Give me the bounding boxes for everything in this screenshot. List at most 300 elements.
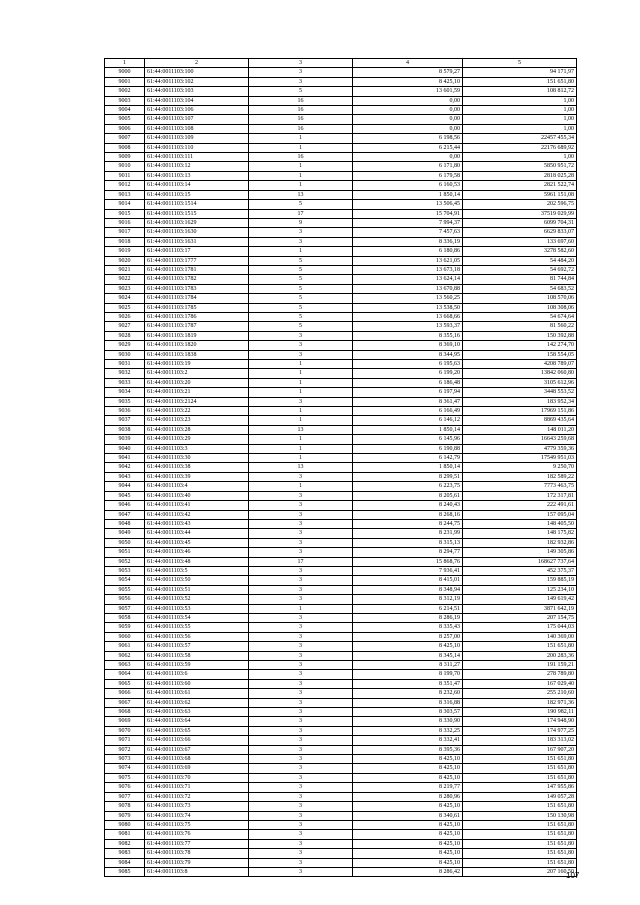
cadastral-number-cell: 61:44:0011103:73 (145, 802, 249, 811)
group-cell: 3 (249, 679, 353, 688)
table-row (105, 265, 577, 274)
group-cell: 13 (249, 425, 353, 434)
specific-value-cell: 0,00 (353, 115, 463, 124)
cadastral-value-cell: 108 570,06 (463, 294, 577, 303)
row-number-cell: 9058 (105, 613, 145, 622)
cadastral-number-cell: 61:44:0011103:41 (145, 501, 249, 510)
row-number-cell: 9011 (105, 171, 145, 180)
cadastral-value-cell: 278 789,80 (463, 670, 577, 679)
row-number-cell: 9075 (105, 773, 145, 782)
specific-value-cell: 8 299,51 (353, 472, 463, 481)
cadastral-number-cell: 61:44:0011103:62 (145, 698, 249, 707)
specific-value-cell: 13 668,66 (353, 312, 463, 321)
table-row (105, 68, 577, 77)
cadastral-value-cell: 151 651,80 (463, 849, 577, 858)
cadastral-number-cell: 61:44:0011103:100 (145, 68, 249, 77)
page-number: 107 (566, 871, 580, 880)
table-row (105, 472, 577, 481)
row-number-cell: 9027 (105, 322, 145, 331)
group-cell: 3 (249, 708, 353, 717)
group-cell: 1 (249, 388, 353, 397)
specific-value-cell: 8 369,10 (353, 341, 463, 350)
row-number-cell: 9068 (105, 708, 145, 717)
cadastral-number-cell: 61:44:0011103:44 (145, 529, 249, 538)
specific-value-cell: 8 294,77 (353, 548, 463, 557)
cadastral-value-cell: 167 029,40 (463, 679, 577, 688)
row-number-cell: 9023 (105, 284, 145, 293)
cadastral-value-cell: 151 651,80 (463, 858, 577, 867)
cadastral-number-cell: 61:44:0011103:57 (145, 642, 249, 651)
cadastral-number-cell: 61:44:0011103:61 (145, 689, 249, 698)
group-cell: 3 (249, 745, 353, 754)
row-number-cell: 9028 (105, 331, 145, 340)
cadastral-number-cell: 61:44:0011103:110 (145, 143, 249, 152)
cadastral-number-cell: 61:44:0011103:74 (145, 811, 249, 820)
table-row (105, 416, 577, 425)
specific-value-cell: 8 315,13 (353, 538, 463, 547)
specific-value-cell: 6 179,58 (353, 171, 463, 180)
specific-value-cell: 8 344,95 (353, 350, 463, 359)
group-cell: 1 (249, 482, 353, 491)
row-number-cell: 9005 (105, 115, 145, 124)
specific-value-cell: 8 425,10 (353, 773, 463, 782)
group-cell: 5 (249, 284, 353, 293)
cadastral-value-cell: 4208 789,07 (463, 360, 577, 369)
row-number-cell: 9012 (105, 181, 145, 190)
cadastral-number-cell: 61:44:0011103:1630 (145, 228, 249, 237)
cadastral-number-cell: 61:44:0011103:21 (145, 388, 249, 397)
cadastral-number-cell: 61:44:0011103:72 (145, 792, 249, 801)
group-cell: 3 (249, 501, 353, 510)
table-row (105, 867, 577, 876)
header-col-3: 3 (249, 59, 353, 68)
table-row (105, 595, 577, 604)
row-number-cell: 9053 (105, 566, 145, 575)
cadastral-value-cell: 159 885,19 (463, 576, 577, 585)
row-number-cell: 9076 (105, 783, 145, 792)
cadastral-value-cell: 81 744,84 (463, 275, 577, 284)
group-cell: 3 (249, 613, 353, 622)
cadastral-number-cell: 61:44:0011103:17 (145, 247, 249, 256)
cadastral-value-cell: 207 160,50 (463, 867, 577, 876)
table-row (105, 858, 577, 867)
document-sheet (104, 58, 576, 877)
cadastral-number-cell: 61:44:0011103:69 (145, 764, 249, 773)
group-cell: 3 (249, 576, 353, 585)
row-number-cell: 9024 (105, 294, 145, 303)
group-cell: 3 (249, 670, 353, 679)
cadastral-number-cell: 61:44:0011103:45 (145, 538, 249, 547)
specific-value-cell: 7 936,41 (353, 566, 463, 575)
group-cell: 3 (249, 830, 353, 839)
group-cell: 3 (249, 585, 353, 594)
row-number-cell: 9006 (105, 124, 145, 133)
group-cell: 5 (249, 322, 353, 331)
cadastral-value-cell: 151 651,80 (463, 642, 577, 651)
row-number-cell: 9020 (105, 256, 145, 265)
table-row (105, 604, 577, 613)
row-number-cell: 9003 (105, 96, 145, 105)
group-cell: 3 (249, 858, 353, 867)
specific-value-cell: 8 425,10 (353, 849, 463, 858)
group-cell: 16 (249, 153, 353, 162)
table-row (105, 726, 577, 735)
specific-value-cell: 0,00 (353, 96, 463, 105)
group-cell: 3 (249, 548, 353, 557)
cadastral-number-cell: 61:44:0011103:30 (145, 454, 249, 463)
cadastral-value-cell: 172 317,81 (463, 491, 577, 500)
table-row (105, 360, 577, 369)
group-cell: 17 (249, 557, 353, 566)
table-row (105, 87, 577, 96)
group-cell: 16 (249, 115, 353, 124)
cadastral-value-cell: 125 234,10 (463, 585, 577, 594)
specific-value-cell: 0,00 (353, 124, 463, 133)
cadastral-number-cell: 61:44:0011103:70 (145, 773, 249, 782)
group-cell: 5 (249, 265, 353, 274)
row-number-cell: 9074 (105, 764, 145, 773)
cadastral-number-cell: 61:44:0011103:28 (145, 425, 249, 434)
row-number-cell: 9079 (105, 811, 145, 820)
table-row (105, 124, 577, 133)
table-row (105, 501, 577, 510)
specific-value-cell: 8 332,41 (353, 736, 463, 745)
row-number-cell: 9080 (105, 820, 145, 829)
specific-value-cell: 8 286,42 (353, 867, 463, 876)
cadastral-number-cell: 61:44:0011103:68 (145, 755, 249, 764)
cadastral-number-cell: 61:44:0011103:12 (145, 162, 249, 171)
specific-value-cell: 6 145,96 (353, 435, 463, 444)
table-row (105, 632, 577, 641)
cadastral-number-cell: 61:44:0011103:103 (145, 87, 249, 96)
row-number-cell: 9082 (105, 839, 145, 848)
group-cell: 3 (249, 849, 353, 858)
row-number-cell: 9021 (105, 265, 145, 274)
cadastral-number-cell: 61:44:0011103:65 (145, 726, 249, 735)
cadastral-number-cell: 61:44:0011103:55 (145, 623, 249, 632)
header-col-4: 4 (353, 59, 463, 68)
table-row (105, 755, 577, 764)
cadastral-number-cell: 61:44:0011103:14 (145, 181, 249, 190)
row-number-cell: 9039 (105, 435, 145, 444)
cadastral-value-cell: 54 484,20 (463, 256, 577, 265)
group-cell: 1 (249, 134, 353, 143)
row-number-cell: 9061 (105, 642, 145, 651)
table-row (105, 651, 577, 660)
cadastral-number-cell: 61:44:0011103:4 (145, 482, 249, 491)
table-row (105, 679, 577, 688)
row-number-cell: 9055 (105, 585, 145, 594)
group-cell: 3 (249, 867, 353, 876)
cadastral-value-cell: 1,00 (463, 153, 577, 162)
row-number-cell: 9034 (105, 388, 145, 397)
specific-value-cell: 6 197,94 (353, 388, 463, 397)
group-cell: 5 (249, 256, 353, 265)
row-number-cell: 9013 (105, 190, 145, 199)
cadastral-value-cell: 22457 455,34 (463, 134, 577, 143)
cadastral-value-cell: 1,00 (463, 124, 577, 133)
specific-value-cell: 6 142,79 (353, 454, 463, 463)
table-row (105, 275, 577, 284)
specific-value-cell: 8 425,10 (353, 830, 463, 839)
table-row (105, 190, 577, 199)
cadastral-number-cell: 61:44:0011103:102 (145, 77, 249, 86)
table-row (105, 736, 577, 745)
specific-value-cell: 8 425,10 (353, 77, 463, 86)
cadastral-number-cell: 61:44:0011103:76 (145, 830, 249, 839)
specific-value-cell: 8 361,47 (353, 397, 463, 406)
specific-value-cell: 0,00 (353, 153, 463, 162)
cadastral-number-cell: 61:44:0011103:111 (145, 153, 249, 162)
row-number-cell: 9007 (105, 134, 145, 143)
cadastral-number-cell: 61:44:0011103:56 (145, 632, 249, 641)
table-row (105, 529, 577, 538)
cadastral-number-cell: 61:44:0011103:1629 (145, 218, 249, 227)
group-cell: 1 (249, 181, 353, 190)
cadastral-value-cell: 158 554,05 (463, 350, 577, 359)
specific-value-cell: 8 244,75 (353, 519, 463, 528)
table-row (105, 294, 577, 303)
row-number-cell: 9017 (105, 228, 145, 237)
table-row (105, 670, 577, 679)
row-number-cell: 9050 (105, 538, 145, 547)
group-cell: 3 (249, 350, 353, 359)
specific-value-cell: 1 850,14 (353, 463, 463, 472)
cadastral-value-cell: 1,00 (463, 96, 577, 105)
group-cell: 1 (249, 171, 353, 180)
row-number-cell: 9077 (105, 792, 145, 801)
row-number-cell: 9071 (105, 736, 145, 745)
specific-value-cell: 8 579,27 (353, 68, 463, 77)
group-cell: 3 (249, 77, 353, 86)
table-row (105, 849, 577, 858)
row-number-cell: 9016 (105, 218, 145, 227)
specific-value-cell: 8 425,10 (353, 802, 463, 811)
group-cell: 3 (249, 632, 353, 641)
specific-value-cell: 13 560,25 (353, 294, 463, 303)
cadastral-number-cell: 61:44:0011103:43 (145, 519, 249, 528)
table-row (105, 218, 577, 227)
group-cell: 1 (249, 360, 353, 369)
group-cell: 1 (249, 369, 353, 378)
specific-value-cell: 8 311,27 (353, 661, 463, 670)
specific-value-cell: 6 171,80 (353, 162, 463, 171)
row-number-cell: 9026 (105, 312, 145, 321)
cadastral-value-cell: 7773 463,75 (463, 482, 577, 491)
specific-value-cell: 8 316,88 (353, 698, 463, 707)
row-number-cell: 9059 (105, 623, 145, 632)
specific-value-cell: 7 457,63 (353, 228, 463, 237)
row-number-cell: 9025 (105, 303, 145, 312)
cadastral-value-cell: 17549 951,03 (463, 454, 577, 463)
row-number-cell: 9051 (105, 548, 145, 557)
cadastral-number-cell: 61:44:0011103:42 (145, 510, 249, 519)
specific-value-cell: 8 312,19 (353, 595, 463, 604)
cadastral-number-cell: 61:44:0011103:19 (145, 360, 249, 369)
group-cell: 1 (249, 604, 353, 613)
table-row (105, 115, 577, 124)
group-cell: 5 (249, 200, 353, 209)
cadastral-value-cell: 22176 689,92 (463, 143, 577, 152)
group-cell: 3 (249, 623, 353, 632)
cadastral-number-cell: 61:44:0011103:39 (145, 472, 249, 481)
table-row (105, 661, 577, 670)
row-number-cell: 9040 (105, 444, 145, 453)
specific-value-cell: 13 670,88 (353, 284, 463, 293)
cadastral-value-cell: 174 977,25 (463, 726, 577, 735)
row-number-cell: 9047 (105, 510, 145, 519)
cadastral-number-cell: 61:44:0011103:20 (145, 378, 249, 387)
group-cell: 17 (249, 209, 353, 218)
row-number-cell: 9083 (105, 849, 145, 858)
row-number-cell: 9085 (105, 867, 145, 876)
cadastral-value-cell: 5850 951,72 (463, 162, 577, 171)
cadastral-value-cell: 150 130,98 (463, 811, 577, 820)
group-cell: 3 (249, 764, 353, 773)
row-number-cell: 9065 (105, 679, 145, 688)
table-row (105, 519, 577, 528)
specific-value-cell: 8 425,10 (353, 642, 463, 651)
group-cell: 3 (249, 773, 353, 782)
cadastral-value-cell: 182 971,36 (463, 698, 577, 707)
group-cell: 1 (249, 416, 353, 425)
group-cell: 3 (249, 68, 353, 77)
group-cell: 3 (249, 510, 353, 519)
table-row (105, 200, 577, 209)
specific-value-cell: 8 425,10 (353, 839, 463, 848)
specific-value-cell: 8 332,25 (353, 726, 463, 735)
table-row (105, 557, 577, 566)
group-cell: 1 (249, 444, 353, 453)
table-row (105, 181, 577, 190)
group-cell: 3 (249, 331, 353, 340)
group-cell: 5 (249, 312, 353, 321)
specific-value-cell: 8 232,60 (353, 689, 463, 698)
cadastral-number-cell: 61:44:0011103:1631 (145, 237, 249, 246)
table-row (105, 425, 577, 434)
group-cell: 3 (249, 566, 353, 575)
cadastral-value-cell: 151 651,80 (463, 802, 577, 811)
table-row (105, 717, 577, 726)
specific-value-cell: 6 190,88 (353, 444, 463, 453)
cadastral-number-cell: 61:44:0011103:13 (145, 171, 249, 180)
table-row (105, 435, 577, 444)
group-cell: 1 (249, 247, 353, 256)
row-number-cell: 9067 (105, 698, 145, 707)
cadastral-value-cell: 5961 151,08 (463, 190, 577, 199)
table-row (105, 312, 577, 321)
row-number-cell: 9042 (105, 463, 145, 472)
group-cell: 3 (249, 792, 353, 801)
group-cell: 5 (249, 275, 353, 284)
group-cell: 3 (249, 717, 353, 726)
table-row (105, 388, 577, 397)
cadastral-value-cell: 81 560,22 (463, 322, 577, 331)
cadastral-number-cell: 61:44:0011103:106 (145, 106, 249, 115)
row-number-cell: 9070 (105, 726, 145, 735)
cadastral-value-cell: 148 175,82 (463, 529, 577, 538)
cadastral-number-cell: 61:44:0011103:1787 (145, 322, 249, 331)
cadastral-value-cell: 202 596,75 (463, 200, 577, 209)
group-cell: 3 (249, 642, 353, 651)
cadastral-number-cell: 61:44:0011103:2 (145, 369, 249, 378)
table-header-row (105, 59, 577, 68)
cadastral-number-cell: 61:44:0011103:1783 (145, 284, 249, 293)
row-number-cell: 9036 (105, 407, 145, 416)
specific-value-cell: 6 160,53 (353, 181, 463, 190)
cadastral-number-cell: 61:44:0011103:75 (145, 820, 249, 829)
specific-value-cell: 13 593,37 (353, 322, 463, 331)
table-row (105, 322, 577, 331)
table-row (105, 454, 577, 463)
specific-value-cell: 8 415,01 (353, 576, 463, 585)
cadastral-value-cell: 3105 612,96 (463, 378, 577, 387)
specific-value-cell: 8 219,77 (353, 783, 463, 792)
cadastral-value-cell: 54 683,52 (463, 284, 577, 293)
table-row (105, 444, 577, 453)
cadastral-value-cell: 94 171,97 (463, 68, 577, 77)
table-row (105, 247, 577, 256)
group-cell: 3 (249, 397, 353, 406)
table-row (105, 566, 577, 575)
row-number-cell: 9052 (105, 557, 145, 566)
specific-value-cell: 8 351,47 (353, 679, 463, 688)
cadastral-value-cell: 149 305,86 (463, 548, 577, 557)
group-cell: 3 (249, 595, 353, 604)
cadastral-value-cell: 13842 060,80 (463, 369, 577, 378)
cadastral-number-cell: 61:44:0011103:6 (145, 670, 249, 679)
cadastral-value-cell: 167 907,20 (463, 745, 577, 754)
row-number-cell: 9032 (105, 369, 145, 378)
specific-value-cell: 8 425,10 (353, 820, 463, 829)
cadastral-value-cell: 16643 259,68 (463, 435, 577, 444)
table-row (105, 689, 577, 698)
cadastral-value-cell: 2821 522,74 (463, 181, 577, 190)
row-number-cell: 9029 (105, 341, 145, 350)
group-cell: 3 (249, 529, 353, 538)
group-cell: 3 (249, 519, 353, 528)
cadastral-number-cell: 61:44:0011103:22 (145, 407, 249, 416)
table-row (105, 407, 577, 416)
cadastral-value-cell: 190 982,11 (463, 708, 577, 717)
cadastral-number-cell: 61:44:0011103:108 (145, 124, 249, 133)
cadastral-value-cell: 108 812,72 (463, 87, 577, 96)
group-cell: 3 (249, 736, 353, 745)
table-row (105, 623, 577, 632)
row-number-cell: 9015 (105, 209, 145, 218)
specific-value-cell: 15 704,91 (353, 209, 463, 218)
row-number-cell: 9057 (105, 604, 145, 613)
cadastral-number-cell: 61:44:0011103:1819 (145, 331, 249, 340)
group-cell: 1 (249, 407, 353, 416)
specific-value-cell: 8 286,19 (353, 613, 463, 622)
cadastral-value-cell: 140 369,00 (463, 632, 577, 641)
group-cell: 13 (249, 463, 353, 472)
row-number-cell: 9066 (105, 689, 145, 698)
cadastral-value-cell: 54 692,72 (463, 265, 577, 274)
cadastral-value-cell: 108 308,06 (463, 303, 577, 312)
cadastral-number-cell: 61:44:0011103:63 (145, 708, 249, 717)
row-number-cell: 9014 (105, 200, 145, 209)
row-number-cell: 9045 (105, 491, 145, 500)
group-cell: 3 (249, 228, 353, 237)
cadastral-number-cell: 61:44:0011103:1782 (145, 275, 249, 284)
specific-value-cell: 7 994,37 (353, 218, 463, 227)
table-row (105, 839, 577, 848)
cadastral-value-cell: 148 405,50 (463, 519, 577, 528)
row-number-cell: 9000 (105, 68, 145, 77)
table-row (105, 708, 577, 717)
